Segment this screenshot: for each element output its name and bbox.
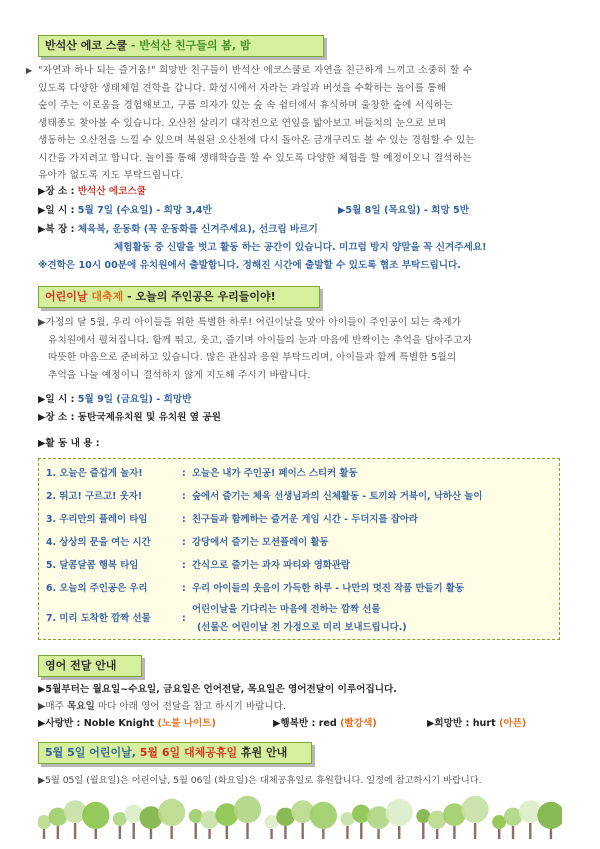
title-main: 반석산 에코 스쿨 (45, 39, 128, 52)
tree-trunk (436, 829, 438, 839)
activity-item-7: 7. 미리 도착한 깜짝 선물 : (46, 610, 192, 624)
activity-label: 5. 달콤달콤 행복 타임 (46, 560, 139, 571)
date-value-2: ▶5월 8일 (목요일) - 희망 5반 (338, 205, 469, 216)
title-part-a: 어린이날 (45, 290, 88, 303)
para-line: 있도록 다양한 생태체험 견학을 갑니다. 화성시에서 자라는 과일과 버섯을 수확하는 놀이를 통해 (38, 82, 447, 94)
tree-trunk (422, 823, 424, 839)
activity-desc: 우리 아이들의 웃음이 가득한 하루 - 나만의 멋진 작품 만들기 활동 (192, 583, 464, 594)
holiday-text: ▶5월 05일 (월요일)은 어린이날, 5월 06일 (화요일)은 대체공휴일로 휴원합니다. 일정에 참고하시기 바랍니다. (38, 775, 482, 786)
para-line: ▶가정의 달 5월, 우리 아이들을 위한 특별한 하루! 어린이날을 맞아 아이들이 주인공이 되는 축제가 (38, 317, 462, 328)
tree-trunk (512, 826, 514, 839)
title-text: 영어 전달 안내 (45, 659, 117, 672)
activity-list-box (38, 458, 560, 640)
dress-label: ▶복 장 : (38, 224, 78, 235)
title-sub: - 반석산 친구들의 봄, 밤 (127, 39, 251, 52)
date-value: 5월 9일 (금요일) - 희망반 (77, 394, 192, 405)
class-label: ▶사랑반 : Noble Knight (38, 718, 158, 729)
tree-trunk (150, 829, 152, 839)
activity-item: 1. 오늘은 즐겁게 놀자! : 오늘은 내가 주인공! 페이스 스티커 활동 (46, 465, 358, 479)
tree-crown (234, 796, 261, 823)
english-text-2c: 마다 아래 영어 전달을 참고 하시기 바랍니다. (94, 701, 286, 712)
activity-label: 4. 상상의 문을 여는 시간 (46, 537, 151, 548)
bullet-icon: ▶ (26, 66, 33, 75)
place-value: 동탄국제유치원 및 유치원 옆 공원 (77, 412, 221, 423)
tree-trunk (377, 829, 379, 839)
tree-trunk (270, 829, 272, 839)
tree-trunk (226, 826, 228, 839)
tree-trunk (346, 826, 348, 839)
english-class-1 (38, 717, 216, 731)
activity-label: 2. 뛰고! 구르고! 웃자! (46, 491, 143, 502)
place-label: ▶장 소 : (38, 412, 78, 423)
para-line: 따뜻한 마음으로 준비하고 있습니다. 많은 관심과 응원 부탁드리며, 아이들과 함께 특별한 5월의 (48, 352, 457, 363)
activity-heading (38, 437, 100, 451)
class-label: ▶행복반 : red (273, 718, 341, 729)
eco-dress-row (38, 223, 318, 237)
eco-date-row (38, 204, 212, 218)
eco-place-row (38, 185, 146, 199)
activity-desc: 간식으로 즐기는 과자 파티와 영화관람 (192, 560, 350, 571)
tree-trunk (322, 829, 324, 839)
title-part-b: 5월 6일 대체공휴일 (139, 746, 238, 759)
festival-date-row (38, 393, 191, 407)
english-line-1 (38, 683, 397, 697)
childrens-day-paragraph (38, 314, 568, 384)
tree-trunk (119, 826, 121, 839)
english-text-2a: ▶매주 (38, 701, 67, 712)
date-label: ▶일 시 : (38, 205, 78, 216)
section-title-english (38, 655, 142, 677)
para-line: 유아가 없도록 지도 부탁드립니다. (38, 170, 184, 181)
tree-trunk (74, 823, 76, 839)
tree-trunk (195, 823, 197, 839)
para-line: 생동하는 오산천을 느낄 수 있으며 복원된 오산천에 다시 돌아온 금개구리도 볼 수 있는 경험할 수 있는 (38, 135, 475, 146)
tree-trunk (550, 829, 552, 839)
tree-trunk (474, 823, 476, 839)
activity-label: 7. 미리 도착한 깜짝 선물 (46, 613, 151, 624)
english-text-2b: 목요일 (66, 701, 95, 712)
activity-desc-7a (192, 601, 380, 615)
tree-trunk (398, 826, 400, 839)
tree-trunk (301, 823, 303, 839)
english-text-1: ▶5월부터는 월요일~수요일, 금요일은 언어전달, 목요일은 영어전달이 이루어집니다. (38, 684, 397, 695)
section-title-childrens-day (38, 286, 320, 308)
section-title-holiday (38, 742, 312, 764)
tree-trunk (246, 823, 248, 839)
activity-desc-7b (197, 619, 407, 633)
para-line: 생태종도 찾아볼 수 있습니다. 오산천 살리기 대작전으로 연잎을 밟아보고 버들치의 눈으로 보며 (38, 117, 447, 129)
tree-trunk (57, 826, 59, 839)
class-label: ▶희망반 : hurt (427, 718, 500, 729)
tree-trunk (133, 823, 135, 839)
english-class-2 (273, 717, 377, 731)
class-value: (빨강색) (340, 718, 377, 729)
holiday-line (38, 774, 482, 788)
eco-school-paragraph (26, 62, 568, 185)
title-part-a: 5월 5일 어린이날, (45, 746, 140, 759)
english-class-3 (427, 717, 526, 731)
activity-desc: 어린이날을 기다리는 마음에 전하는 깜짝 선물 (192, 604, 381, 615)
para-line: 숲이 주는 이로움을 경험해보고, 구름 의자가 있는 숲 속 쉼터에서 휴식하며 울창한 숲에 서식하는 (38, 100, 453, 111)
eco-dress-row-2 (114, 241, 486, 255)
tree-trunk (170, 826, 172, 839)
class-value: (노블 나이트) (157, 718, 216, 729)
activity-desc: 숲에서 즐기는 체육 선생님과의 신체활동 - 토끼와 거북이, 낙하산 놀이 (192, 491, 483, 502)
activity-desc: 오늘은 내가 주인공! 페이스 스티커 활동 (192, 468, 358, 479)
tree-trunk (529, 823, 531, 839)
activity-item: 2. 뛰고! 구르고! 웃자! : 숲에서 즐기는 체육 선생님과의 신체활동 - 토끼와 거북이, 낙하산 놀이 (46, 488, 482, 502)
activity-item: 4. 상상의 문을 여는 시간 : 강당에서 즐기는 모션플레이 활동 (46, 534, 329, 548)
dress-value-2: 체험활동 중 신발을 벗고 활동 하는 공간이 있습니다. 미끄럼 방지 양말을 꼭 신겨주세요! (114, 242, 487, 253)
activity-item: 6. 오늘의 주인공은 우리 : 우리 아이들의 웃음이 가득한 하루 - 나만의 멋진 작품 만들기 활동 (46, 580, 464, 594)
activity-desc: (선물은 어린이날 전 가정으로 미리 보내드립니다.) (197, 622, 407, 633)
para-line: 유치원에서 펼쳐집니다. 함께 뛰고, 웃고, 즐기며 아이들의 눈과 마음에 반짝이는 추억을 담아주고자 (48, 334, 473, 346)
tree-trunk (284, 826, 286, 839)
title-part-c: 휴원 안내 (237, 746, 288, 759)
tree-row-decoration-icon (38, 793, 562, 839)
tree-trunk (43, 829, 45, 839)
section-title-eco-school (38, 35, 324, 57)
tree-crown (82, 802, 109, 829)
para-line: "자연과 하나 되는 즐거움!" 희망반 친구들이 반석산 에코스쿨로 자연을 친근하게 느끼고 소중히 할 수 (38, 65, 473, 76)
activity-label: 3. 우리만의 플레이 타임 (46, 514, 148, 525)
title-part-c: - 오늘의 주인공은 우리들이야! (123, 290, 276, 303)
title-part-b: 대축제 (87, 290, 124, 303)
para-line: 시간을 가지려고 합니다. 놀이를 통해 생태학습을 할 수 있도록 다양한 체험을 할 예정이오니 결석하는 (38, 152, 472, 164)
place-label: ▶장 소 : (38, 186, 78, 197)
eco-date-row-2 (338, 204, 469, 218)
tree-trunk (453, 826, 455, 839)
english-line-2 (38, 700, 286, 714)
activity-item: 3. 우리만의 플레이 타임 : 친구들과 함께하는 즐거운 게임 시간 - 두더지를 잡아라 (46, 511, 418, 525)
activity-heading-text: ▶활 동 내 용 : (38, 438, 100, 449)
activity-label: 6. 오늘의 주인공은 우리 (46, 583, 148, 594)
tree-trunk (360, 823, 362, 839)
activity-label: 1. 오늘은 즐겁게 놀자! (46, 468, 143, 479)
tree-crown (537, 802, 562, 829)
note-text: ※견학은 10시 00분에 유치원에서 출발합니다. 정해진 시간에 출발할 수 있도록 협조 부탁드립니다. (38, 260, 461, 271)
festival-place-row (38, 411, 221, 425)
tree-trunk (95, 829, 97, 839)
tree-crown (310, 802, 337, 829)
tree-crown (386, 799, 413, 826)
date-value-1: 5월 7일 (수요일) - 희망 3,4반 (77, 205, 212, 216)
activity-desc: 친구들과 함께하는 즐거운 게임 시간 - 두더지를 잡아라 (192, 514, 418, 525)
para-line: 추억을 나눌 예정이니 결석하지 않게 지도해 주시기 바랍니다. (48, 369, 311, 381)
eco-departure-note (38, 259, 461, 273)
tree-trunk (208, 829, 210, 839)
date-label: ▶일 시 : (38, 394, 78, 405)
class-value: (아픈) (499, 718, 527, 729)
tree-crown (158, 799, 185, 826)
place-value: 반석산 에코스쿨 (77, 186, 146, 197)
activity-desc: 강당에서 즐기는 모션플레이 활동 (192, 537, 329, 548)
tree-crown (461, 796, 488, 823)
tree-trunk (498, 829, 500, 839)
dress-value-1: 체육복, 운동화 (꼭 운동화를 신겨주세요), 선크림 바르기 (77, 224, 318, 235)
activity-item: 5. 달콤달콤 행복 타임 : 간식으로 즐기는 과자 파티와 영화관람 (46, 557, 350, 571)
